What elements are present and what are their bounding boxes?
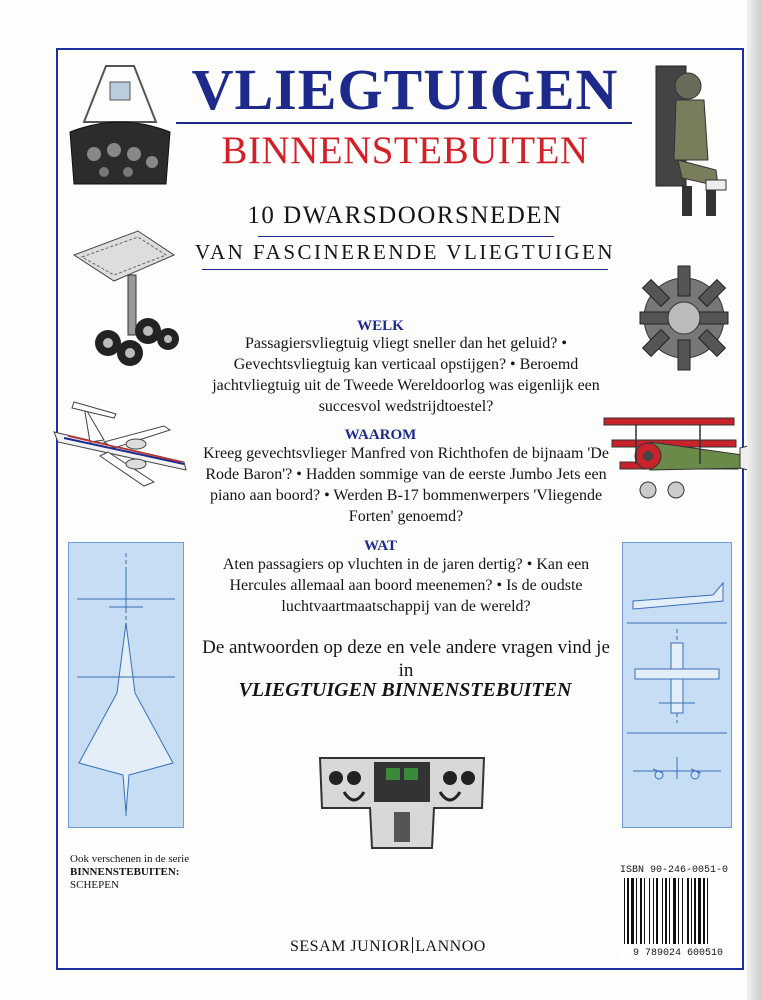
section-text-wat: Aten passagiers op vluchten in de jaren dertig? • Kan een Hercules allemaal aan boord meenemen? • Is de oudste luchtvaartmaatschappij van de wereld? (222, 556, 590, 615)
concorde-blueprint-drawing (69, 543, 183, 827)
barcode-bar (656, 878, 658, 944)
fokker-triplane-illustration (600, 404, 758, 504)
blueprint-twin-prop-panel (622, 542, 732, 828)
barcode-bar (640, 878, 642, 944)
blueprint-concorde-panel (68, 542, 184, 828)
section-heading-waarom: WAAROM (344, 427, 417, 443)
barcode-bar (687, 878, 689, 944)
barcode-bar (644, 878, 645, 944)
barcode-bar (649, 878, 650, 944)
subtitle-divider-2 (202, 269, 608, 270)
cockpit-instrument-panel-illustration (314, 748, 490, 852)
section-heading-wat: WAT (363, 538, 398, 554)
subtitle-line2: VAN FASCINERENDE VLIEGTUIGEN (195, 240, 615, 264)
publisher-separator (412, 937, 413, 953)
isbn-label: ISBN 90-246-0051-0 (620, 865, 729, 876)
barcode-bar (673, 878, 676, 944)
barcode-bar (703, 878, 705, 944)
subtitle-line1: 10 DWARSDOORSNEDEN (247, 202, 563, 229)
section-text-welk: Passagiersvliegtuig vliegt sneller dan het geluid? • Gevechtsvliegtuig kan verticaal opstijgen? • Beroemd jachtvliegtuig uit de Tweede Wereldoorlog was eigenlijk een succesvol wedstrijdtoestel? (212, 335, 600, 415)
title-divider (176, 122, 632, 124)
barcode-bar (678, 878, 679, 944)
section-text-waarom: Kreeg gevechtsvlieger Manfred von Richthofen de bijnaam 'De Rode Baron'? • Hadden sommige van de eerste Jumbo Jets een piano aan boord? • Werden B-17 bommenwerpers 'Vliegende Forten' genoemd? (203, 445, 609, 525)
title-main: VLIEGTUIGEN (191, 57, 619, 122)
barcode-bar (691, 878, 692, 944)
cockpit-canopy-illustration (66, 62, 174, 190)
publisher-right: LANNOO (415, 938, 486, 955)
barcode-number: 9 789024 600510 (620, 948, 736, 959)
barcode-bar (669, 878, 670, 944)
section-heading-welk: WELK (357, 318, 404, 334)
barcode-bar (662, 878, 663, 944)
publisher-left: SESAM JUNIOR (290, 938, 411, 955)
barcode-bar (707, 878, 708, 944)
barcode (620, 878, 736, 958)
subtitle-divider-1 (258, 236, 554, 237)
barcode-bar (627, 878, 629, 944)
barcode-bar (694, 878, 696, 944)
title-sub: BINNENSTEBUITEN (221, 129, 589, 172)
barcode-bar (682, 878, 683, 944)
answer-text: De antwoorden op deze en vele andere vragen vind je in (202, 637, 610, 681)
series-line1: Ook verschenen in de serie (70, 853, 190, 865)
page-edge-shadow (747, 0, 761, 1000)
series-line3: SCHEPEN (70, 879, 119, 891)
barcode-bar (653, 878, 654, 944)
barcode-bar (624, 878, 625, 944)
twin-prop-blueprint-drawing (623, 543, 731, 827)
answer-book-title: VLIEGTUIGEN BINNENSTEBUITEN (238, 679, 572, 701)
twin-prop-plane-illustration (44, 392, 194, 496)
series-line2: BINNENSTEBUITEN: (70, 866, 180, 878)
barcode-bar (698, 878, 701, 944)
barcode-bar (636, 878, 637, 944)
landing-gear-illustration (68, 225, 180, 373)
ejection-seat-pilot-illustration (646, 60, 730, 222)
radial-engine-illustration (636, 258, 732, 376)
publisher (290, 937, 486, 956)
barcode-bar (631, 878, 634, 944)
barcode-bar (665, 878, 667, 944)
series-note (70, 853, 189, 892)
